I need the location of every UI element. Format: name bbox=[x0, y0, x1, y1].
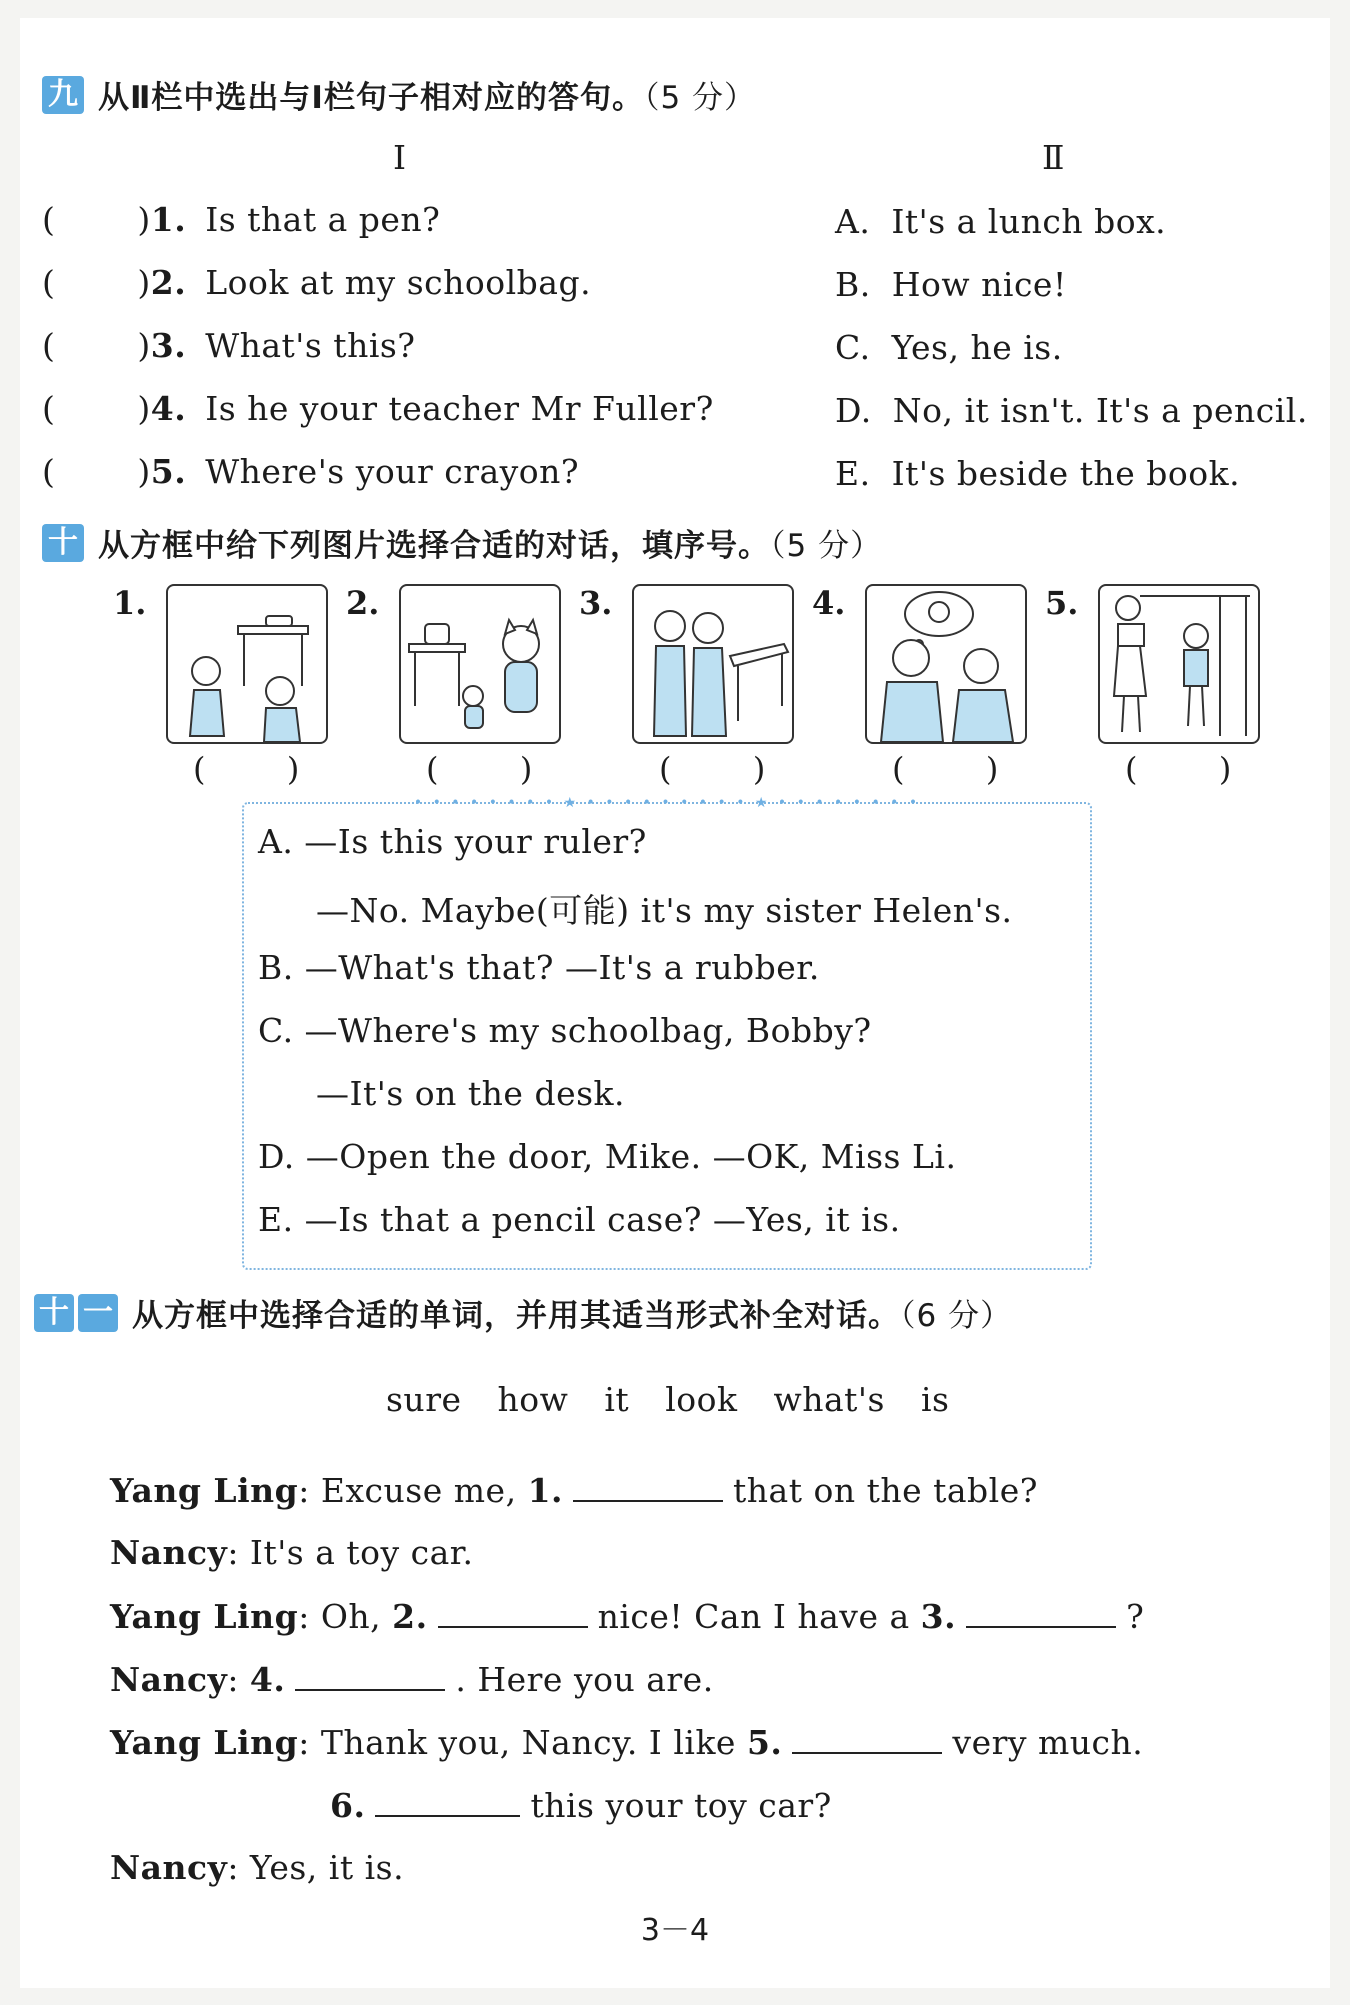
dialogue-line-5: Yang Ling: Thank you, Nancy. I like 5. very much. bbox=[110, 1723, 1144, 1762]
page-number: 3－4 bbox=[640, 1913, 710, 1948]
dialogue-c-line2: —It's on the desk. bbox=[316, 1074, 626, 1113]
dialogue-line-2: Nancy: It's a toy car. bbox=[110, 1533, 474, 1572]
answer-blank[interactable]: ( ) bbox=[193, 750, 300, 788]
question-row: ( )5. Where's your crayon? bbox=[42, 452, 580, 491]
dialogue-line-1: Yang Ling: Excuse me, 1. that on the table? bbox=[110, 1471, 1038, 1510]
word-bank-item: how bbox=[497, 1380, 569, 1419]
blank-6[interactable] bbox=[375, 1785, 520, 1817]
blank-1[interactable] bbox=[573, 1470, 723, 1502]
answer-blank[interactable]: ( ) bbox=[426, 750, 533, 788]
answer-blank[interactable]: ( ) bbox=[659, 750, 766, 788]
picture-3-number: 3. bbox=[579, 584, 613, 622]
word-bank-item: look bbox=[665, 1380, 738, 1419]
scene-illustration bbox=[1098, 584, 1260, 744]
picture-2-number: 2. bbox=[346, 584, 380, 622]
blank-5[interactable] bbox=[792, 1722, 942, 1754]
answer-blank[interactable]: ( ) bbox=[892, 750, 999, 788]
dialogue-line-4: Nancy: 4. . Here you are. bbox=[110, 1660, 714, 1699]
scene-illustration bbox=[166, 584, 328, 744]
question-row: ( )4. Is he your teacher Mr Fuller? bbox=[42, 389, 714, 428]
word-bank-item: what's bbox=[773, 1380, 885, 1419]
answer-option: A. It's a lunch box. bbox=[835, 202, 1167, 241]
picture-4-number: 4. bbox=[812, 584, 846, 622]
section11-heading bbox=[34, 1290, 1012, 1335]
answer-option: E. It's beside the book. bbox=[835, 454, 1241, 493]
scene-illustration bbox=[399, 584, 561, 744]
section9-badge: 九 bbox=[42, 76, 84, 114]
section10-badge: 十 bbox=[42, 524, 84, 562]
column-1-heading: Ⅰ bbox=[393, 138, 407, 177]
picture-1-number: 1. bbox=[113, 584, 147, 622]
star-decoration: • • • • • • • • ★ • • • • • • • • • ★ • • • • • • • • bbox=[413, 795, 921, 811]
section11-title: 从方框中选择合适的单词，并用其适当形式补全对话。（6 分） bbox=[132, 1298, 1013, 1334]
scene-illustration bbox=[632, 584, 794, 744]
section10-title: 从方框中给下列图片选择合适的对话，填序号。（5 分） bbox=[98, 528, 883, 564]
dialogue-a-line1: A. —Is this your ruler? bbox=[258, 822, 647, 861]
dialogue-line-7: Nancy: Yes, it is. bbox=[110, 1848, 405, 1887]
dialogue-e: E. —Is that a pencil case? —Yes, it is. bbox=[258, 1200, 901, 1239]
dialogue-line-3: Yang Ling: Oh, 2. nice! Can I have a 3. ? bbox=[110, 1597, 1145, 1636]
dialogue-line-6: 6. this your toy car? bbox=[330, 1786, 832, 1825]
question-row: ( )1. Is that a pen? bbox=[42, 200, 441, 239]
word-bank-item: it bbox=[604, 1380, 630, 1419]
section10-heading bbox=[42, 520, 882, 565]
answer-option: C. Yes, he is. bbox=[835, 328, 1063, 367]
dialogue-a-line2: —No. Maybe(可能) it's my sister Helen's. bbox=[316, 891, 1013, 930]
picture-5-number: 5. bbox=[1045, 584, 1079, 622]
blank-2[interactable] bbox=[438, 1596, 588, 1628]
blank-4[interactable] bbox=[295, 1659, 445, 1691]
answer-option: B. How nice! bbox=[835, 265, 1067, 304]
dialogue-c-line1: C. —Where's my schoolbag, Bobby? bbox=[258, 1011, 872, 1050]
word-bank-item: is bbox=[920, 1380, 950, 1419]
word-bank bbox=[368, 1380, 967, 1419]
section11-badge: 十 一 bbox=[34, 1294, 118, 1332]
word-bank-item: sure bbox=[386, 1380, 462, 1419]
column-2-heading: Ⅱ bbox=[1042, 138, 1065, 177]
question-row: ( )3. What's this? bbox=[42, 326, 416, 365]
dialogue-b: B. —What's that? —It's a rubber. bbox=[258, 948, 820, 987]
question-row: ( )2. Look at my schoolbag. bbox=[42, 263, 592, 302]
answer-blank[interactable]: ( ) bbox=[1125, 750, 1232, 788]
dialogue-d: D. —Open the door, Mike. —OK, Miss Li. bbox=[258, 1137, 957, 1176]
blank-3[interactable] bbox=[966, 1596, 1116, 1628]
answer-option: D. No, it isn't. It's a pencil. bbox=[835, 391, 1308, 430]
section9-title: 从Ⅱ栏中选出与Ⅰ栏句子相对应的答句。（5 分） bbox=[98, 80, 757, 116]
scene-illustration bbox=[865, 584, 1027, 744]
section9-heading bbox=[42, 72, 756, 117]
